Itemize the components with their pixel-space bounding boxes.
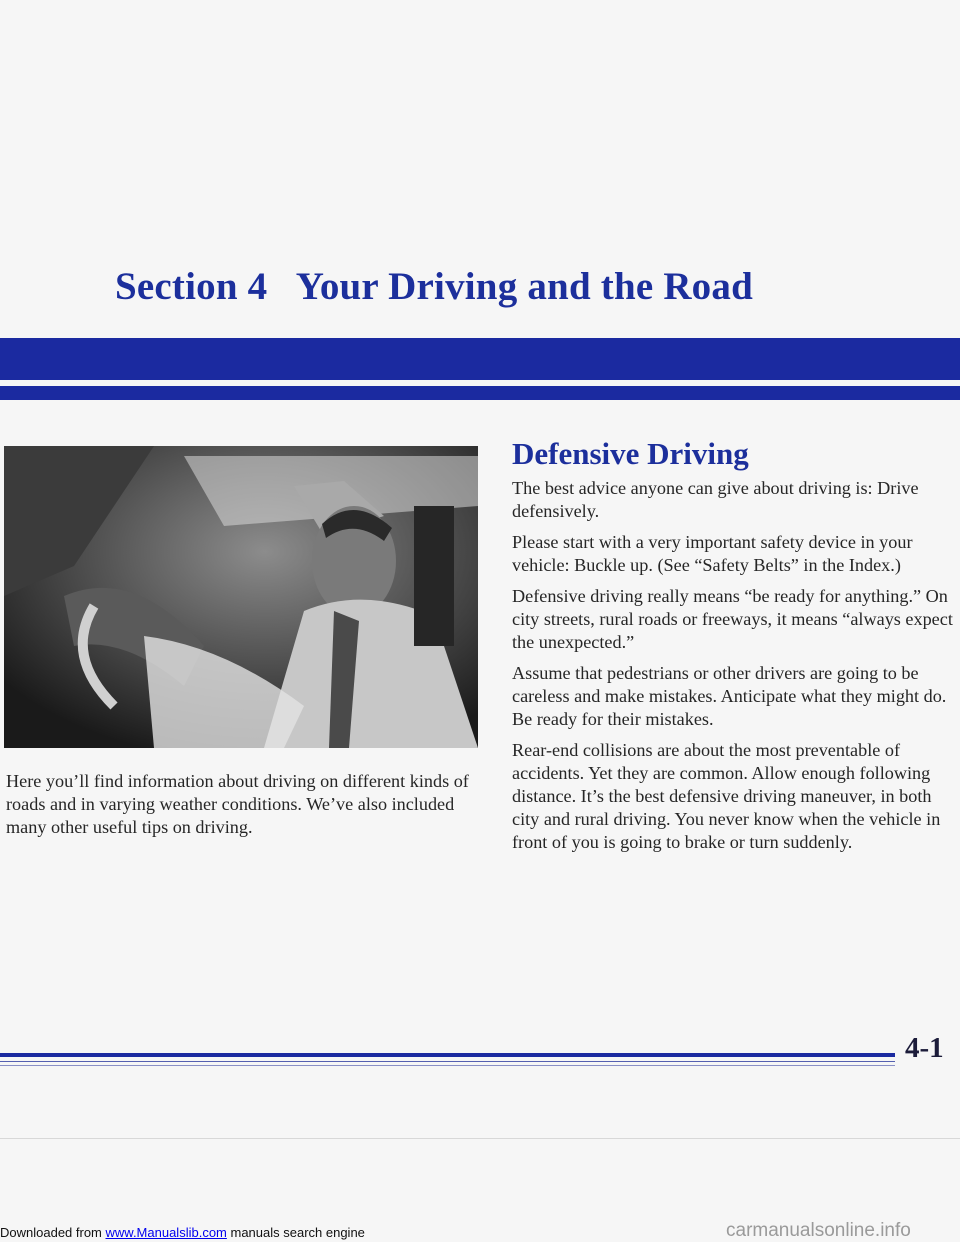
header-band-thin: [0, 386, 960, 400]
defensive-driving-heading: Defensive Driving: [512, 436, 749, 471]
paragraph: The best advice anyone can give about driving is: Drive defensively.: [512, 478, 919, 521]
page-number: 4-1: [905, 1032, 944, 1064]
paragraph: Assume that pedestrians or other drivers are going to be careless and make mistakes. Anticipate what they might do. Be ready for their mistakes.: [512, 663, 947, 729]
download-banner-prefix: Downloaded from: [0, 1225, 106, 1240]
footer-rule: [0, 1065, 895, 1066]
manualslib-link[interactable]: www.Manualslib.com: [105, 1225, 227, 1240]
divider: [0, 1138, 960, 1139]
defensive-driving-body: [512, 477, 958, 862]
watermark: carmanualsonline.info: [726, 1220, 911, 1241]
section-title: Section 4 Your Driving and the Road: [115, 265, 753, 308]
footer-rule: [0, 1053, 895, 1057]
header-band-thick: [0, 338, 960, 380]
paragraph: Defensive driving really means “be ready for anything.” On city streets, rural roads or freeways, it means “always expect the unexpected.”: [512, 586, 953, 652]
intro-paragraph: Here you’ll find information about driving on different kinds of roads and in varying weather conditions. We’ve also included many other useful tips on driving.: [6, 771, 469, 837]
download-banner-suffix: manuals search engine: [226, 1225, 365, 1240]
download-banner-bottom: [0, 1225, 365, 1241]
footer-rule: [0, 1061, 895, 1062]
paragraph: Please start with a very important safety device in your vehicle: Buckle up. (See “Safety Belts” in the Index.): [512, 532, 913, 575]
driver-illustration: [4, 446, 478, 748]
paragraph: Rear-end collisions are about the most preventable of accidents. Yet they are common. Allow enough following distance. It’s the best defensive driving maneuver, in both city and rural driving. You never know when the vehicle in front of you is going to brake or turn suddenly.: [512, 740, 941, 852]
